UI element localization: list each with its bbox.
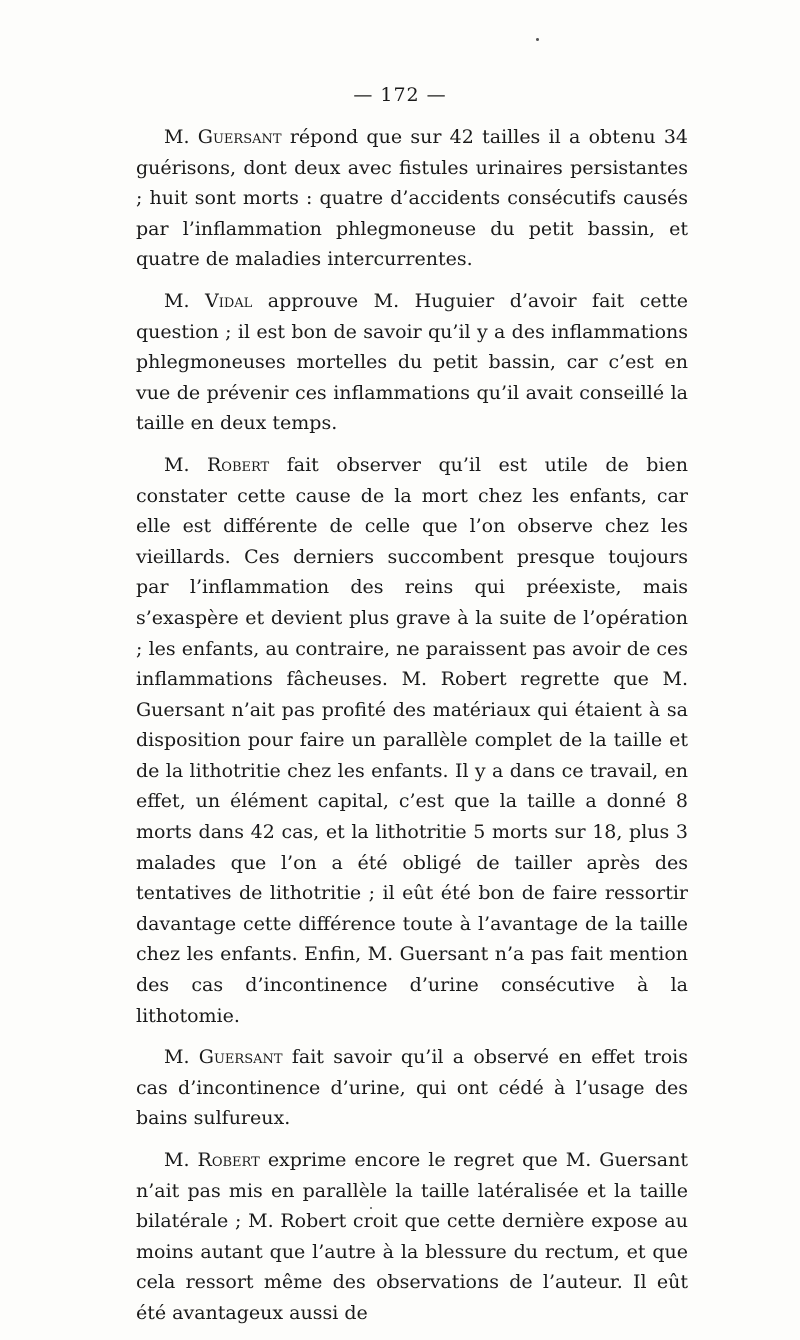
- paragraph-lead: M.: [164, 126, 190, 148]
- speaker-name: Guersant: [198, 1046, 283, 1069]
- paragraph-lead: M.: [164, 453, 190, 476]
- speaker-name: Vidal: [204, 289, 253, 312]
- paragraph-lead: M.: [164, 1046, 190, 1069]
- page-number: — 172 —: [353, 84, 447, 106]
- speaker-name: Robert: [197, 1149, 260, 1171]
- speaker-name: Robert: [206, 453, 270, 476]
- paragraph-text: répond que sur 42 tailles il a obtenu 34 guérisons, dont deux avec fistules urinaires persistantes ; huit sont morts : quatre d’accidents consécutifs causés par l’inflammation phlegmoneuse du petit bassin, et quatre de maladies intercurrentes.: [136, 126, 688, 271]
- body-text: [136, 122, 688, 1340]
- paper-speck: [370, 1207, 372, 1209]
- speaker-name: Guersant: [197, 126, 282, 148]
- paragraph-vidal: [136, 286, 688, 439]
- paragraph-robert-regret: [136, 1145, 688, 1329]
- paragraph-text: fait savoir qu’il a observé en effet trois cas d’incontinence d’urine, qui ont cédé à l’usage des bains sulfureux.: [136, 1046, 688, 1130]
- paragraph-guersant-incontinence: [136, 1042, 688, 1134]
- paragraph-robert-observation: [136, 450, 688, 1031]
- paragraph-text: exprime encore le regret que M. Guersant n’ait pas mis en parallèle la taille latéralisée et la taille bilatérale ; M. Robert croit que cette dernière expose au moins autant que l’autre à la blessure du rectum, et que cela ressort même des observations de l’auteur. Il eût été avantageux aussi de: [136, 1149, 688, 1324]
- paragraph-guersant-reply: [136, 122, 688, 275]
- paper-speck: [536, 38, 539, 41]
- paragraph-text: approuve M. Huguier d’avoir fait cette question ; il est bon de savoir qu’il y a des inflammations phlegmoneuses mortelles du petit bassin, car c’est en vue de prévenir ces inflammations qu’il avait conseillé la taille en deux temps.: [136, 289, 688, 435]
- paragraph-lead: M.: [164, 289, 190, 312]
- paragraph-text: fait observer qu’il est utile de bien constater cette cause de la mort chez les enfants, car elle est différente de celle que l’on observe chez les vieillards. Ces derniers succombent presque toujours par l’inflammation des reins qui préexiste, mais s’exaspère et devient plus grave à la suite de l’opération ; les enfants, au contraire, ne paraissent pas avoir de ces inflammations fâcheuses. M. Robert regrette que M. Guersant n’ait pas profité des matériaux qui étaient à sa disposition pour faire un parallèle complet de la taille et de la lithotritie chez les enfants. Il y a dans ce travail, en effet, un élément capital, c’est que la taille a donné 8 morts dans 42 cas, et la lithotritie 5 morts sur 18, plus 3 malades que l’on a été obligé de tailler après des tentatives de lithotritie ; il eût été bon de faire ressortir davantage cette différence toute à l’avantage de la taille chez les enfants. Enfin, M. Guersant n’a pas fait mention des cas d’incontinence d’urine consécutive à la lithotomie.: [136, 453, 688, 1027]
- paragraph-lead: M.: [164, 1149, 190, 1171]
